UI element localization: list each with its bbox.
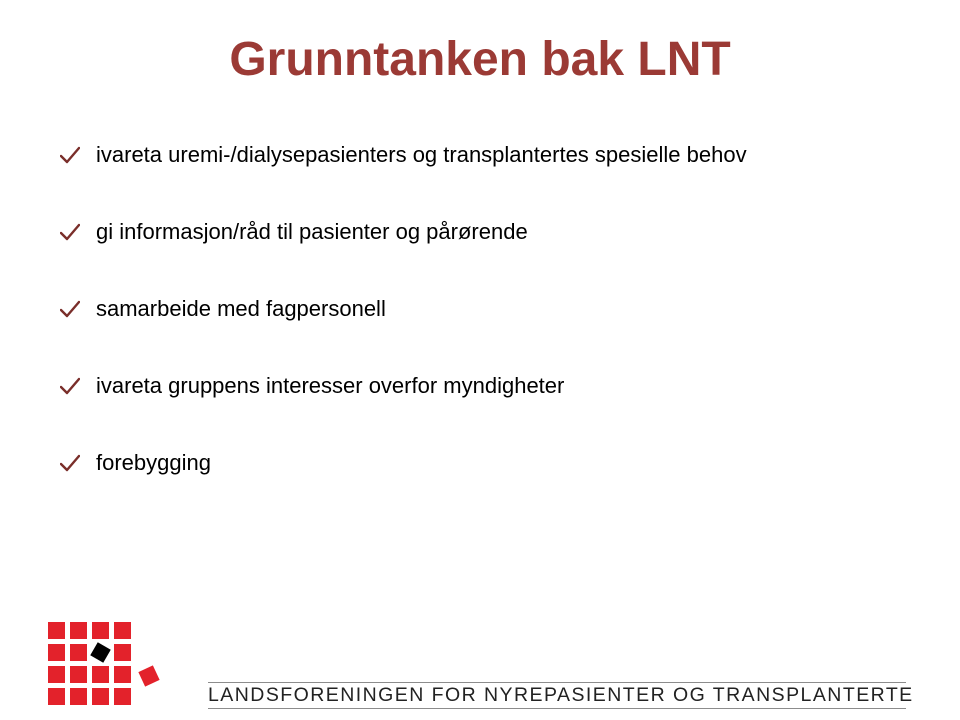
check-icon	[60, 146, 80, 164]
bullet-text: ivareta gruppens interesser overfor myndigheter	[96, 373, 565, 398]
slide-title: Grunntanken bak LNT	[229, 33, 731, 86]
check-icon	[60, 377, 80, 395]
check-icon	[60, 454, 80, 472]
bullet-text: gi informasjon/råd til pasienter og pårørende	[96, 219, 528, 244]
bullet-text: forebygging	[96, 450, 211, 475]
organization-name: LANDSFORENINGEN FOR NYREPASIENTER OG TRANSPLANTERTE	[208, 684, 914, 706]
check-icon	[60, 300, 80, 318]
lnt-logo-icon	[44, 618, 164, 710]
bullet-text: samarbeide med fagpersonell	[96, 296, 386, 321]
bullet-text: ivareta uremi-/dialysepasienters og transplantertes spesielle behov	[96, 142, 747, 167]
check-icon	[60, 223, 80, 241]
footer-rule-bottom	[208, 708, 906, 709]
